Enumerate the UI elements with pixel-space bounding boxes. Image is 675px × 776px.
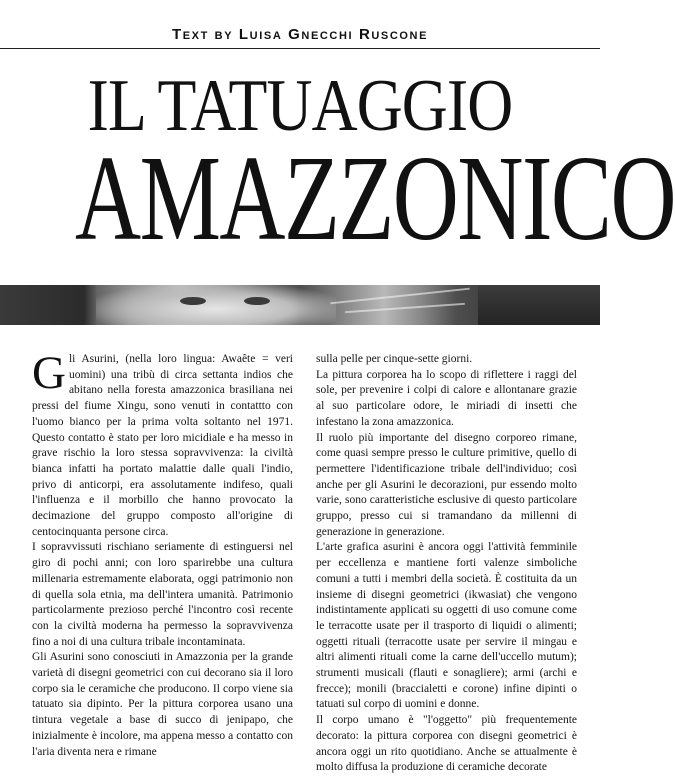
byline: Text by Luisa Gnecchi Ruscone <box>171 26 429 43</box>
face-photo <box>96 285 336 325</box>
photo-dark-edge <box>478 285 600 325</box>
photo-strip <box>0 285 600 325</box>
article-column-left <box>32 347 293 760</box>
article-paragraph: La pittura corporea ha lo scopo di riflettere i raggi del sole, per prevenire i colpi di calore e allontanare grazie al suo particolare odore, le miriadi di insetti che infestano la zona amazzonica. <box>316 368 577 428</box>
paragraph-text: li Asurini, (nella loro lingua: Awaête = veri uomini) una tribù di circa settanta indios che abitano nella foresta amazzonica brasiliana nei pressi del fiume Xingu, sono venuti in contattto con l'uomo bianco per la prima volta soltanto nel 1971. Questo contatto è stato per loro micidiale e ha messo in grave rischio la loro stessa sopravvivenza: la civiltà bianca infatti ha portato malattie dalle quali l'indio, privo di anticorpi, era assolutamente indifeso, quali l'influenza e il morbillo che hanno provocato la decimazione del gruppo composto all'origine di centocinquanta persone circa. <box>32 353 293 538</box>
drop-cap: G <box>32 347 66 399</box>
article-paragraph: Gli Asurini sono conosciuti in Amazzonia per la grande varietà di disegni geometrici con cui decorano sia il loro corpo sia le ceramiche che producono. Il corpo viene sia tatuato sia dipinto. Per la pittura corporea usano una tintura vegetale a base di succo di jenipapo, che inizialmente è incolore, ma appena messo a contatto con l'aria diventa nera e rimane <box>32 651 293 758</box>
photo-eye-left <box>180 297 206 305</box>
title-line-1: IL TATUAGGIO <box>87 65 513 147</box>
photo-streak <box>345 303 465 313</box>
article-paragraph: Il ruolo più importante del disegno corporeo rimane, come quasi sempre presso le culture primitive, quello di permettere l'identificazione tribale dell'individuo; così anche per gli Asurini le decorazioni, pur essendo molto varie, sono caratteristiche esclusive di questo particolare gruppo, presso cui si tramandano da millenni di generazione in generazione. <box>316 431 577 538</box>
article-paragraph: Il corpo umano è "l'oggetto" più frequentemente decorato: la pittura corporea con disegni geometrici è ancora oggi un rito quotidiano. Anche se attualmente è molto diffusa la produzione di ceramiche decorate <box>316 714 577 774</box>
article-paragraph: I sopravvissuti rischiano seriamente di estinguersi nel giro di pochi anni; con loro sparirebbe una cultura millenaria estremamente elaborata, oggi patrimonio non di quella sola etnia, ma dell'intera umanità. Patrimonio particolarmente prezioso perché l'incontro così recente con la civiltà moderna ha permesso la sopravvivenza fino a noi di una cultura tribale incontaminata. <box>32 541 293 648</box>
photo-eye-right <box>244 297 270 305</box>
title-line-2: AMAZZONICO <box>75 131 675 266</box>
article-paragraph: sulla pelle per cinque-sette giorni. <box>316 353 473 365</box>
article-paragraph <box>32 347 293 540</box>
byline-rule <box>0 48 600 49</box>
photo-streak <box>330 288 469 305</box>
article-column-right <box>316 352 577 776</box>
article-paragraph: L'arte grafica asurini è ancora oggi l'attività femminile per eccellenza e mantiene forti valenze simboliche comuni a tutti i membri della società. È costituita da un insieme di disegni geometrici (ikwasiat) che vengono indistintamente applicati su oggetti di uso comune come le terracotte usate per il trasporto di liquidi o alimenti; oggetti rituali (terracotte usate per servire il mingau e altri alimenti rituali come la carne dell'uccello mutum); strumenti musicali (flauti e sonagliere); armi (archi e frecce); monili (braccialetti e corone) infine dipinti o tatuati sul corpo di uomini e donne. <box>316 541 577 711</box>
